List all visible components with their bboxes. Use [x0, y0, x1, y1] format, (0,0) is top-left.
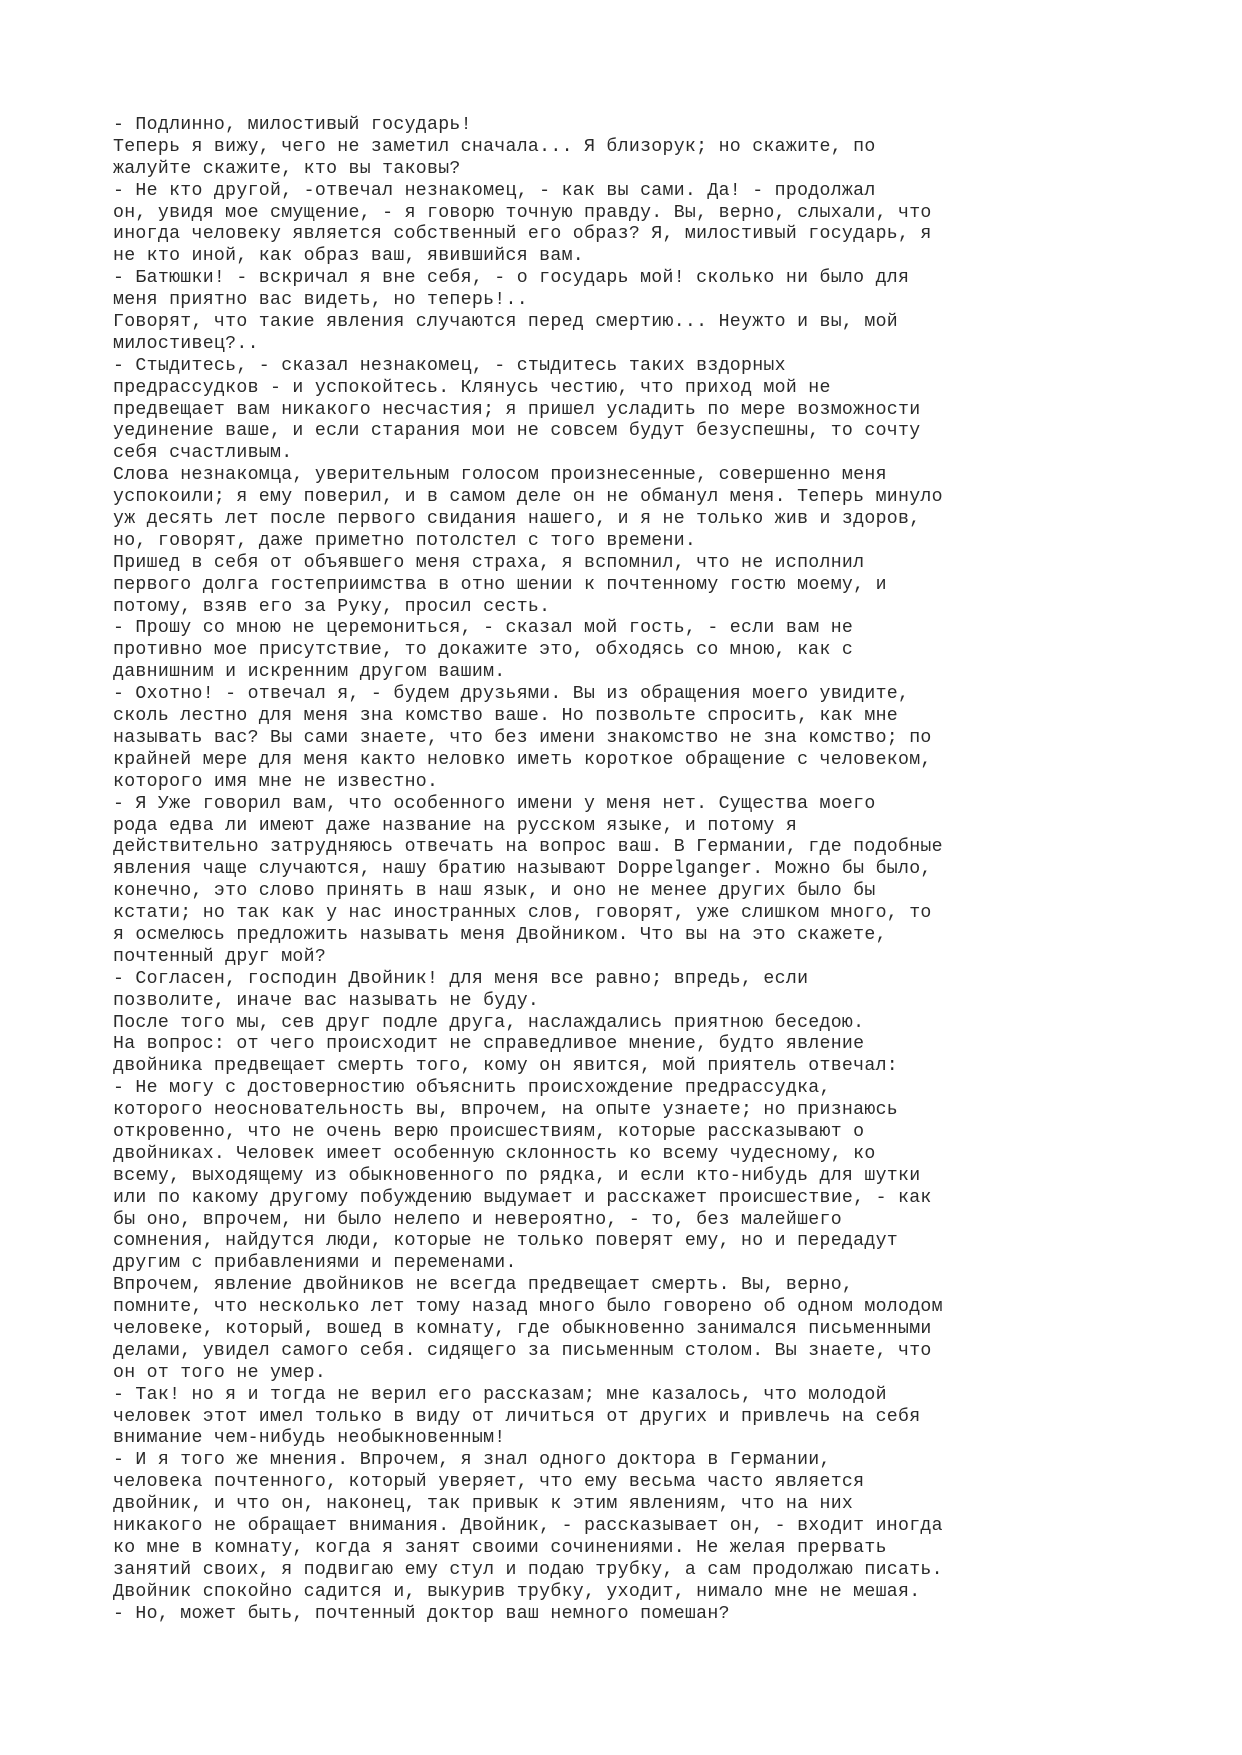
text-line: крайней мере для меня както неловко иметь короткое обращение с человеком, [113, 749, 932, 770]
text-line: - И я того же мнения. Впрочем, я знал одного доктора в Германии, [113, 1450, 831, 1471]
text-line: откровенно, что не очень верю происшествиям, которые рассказывают о [113, 1121, 865, 1142]
text-line: меня приятно вас видеть, но теперь!.. [113, 290, 528, 311]
document-text [113, 115, 1173, 1625]
text-line: человека почтенного, который уверяет, что ему весьма часто является [113, 1472, 865, 1493]
text-line: - Прошу со мною не церемониться, - сказал мой гость, - если вам не [113, 618, 854, 639]
text-line: всему, выходящему из обыкновенного по рядка, и если кто-нибудь для шутки [113, 1165, 921, 1186]
text-line: Говорят, что такие явления случаются перед смертию... Неужто и вы, мой [113, 312, 898, 333]
text-line: первого долга гостеприимства в отно шении к почтенному гостю моему, и [113, 574, 887, 595]
text-line: предрассудков - и успокойтесь. Клянусь честию, что приход мой не [113, 377, 831, 398]
text-line: он, увидя мое смущение, - я говорю точную правду. Вы, верно, слыхали, что [113, 202, 932, 223]
text-line: делами, увидел самого себя. сидящего за письменным столом. Вы знаете, что [113, 1340, 932, 1361]
text-line: - Так! но я и тогда не верил его рассказам; мне казалось, что молодой [113, 1384, 887, 1405]
text-line: сколь лестно для меня зна комство ваше. Но позвольте спросить, как мне [113, 706, 898, 727]
text-line: конечно, это слово принять в наш язык, и оно не менее других было бы [113, 881, 876, 902]
text-line: предвещает вам никакого несчастия; я пришел усладить по мере возможности [113, 399, 921, 420]
text-line: кстати; но так как у нас иностранных слов, говорят, уже слишком много, то [113, 903, 932, 924]
text-line: - Не кто другой, -отвечал незнакомец, - как вы сами. Да! - продолжал [113, 180, 876, 201]
text-line: - Я Уже говорил вам, что особенного имени у меня нет. Существа моего [113, 793, 876, 814]
text-line: бы оно, впрочем, ни было нелепо и невероятно, - то, без малейшего [113, 1209, 842, 1230]
text-line: - Батюшки! - вскричал я вне себя, - о государь мой! сколько ни было для [113, 268, 910, 289]
text-line: сомнения, найдутся люди, которые не только поверят ему, но и передадут [113, 1231, 898, 1252]
text-line: Пришед в себя от объявшего меня страха, я вспомнил, что не исполнил [113, 552, 865, 573]
text-line: двойник, и что он, наконец, так привык к этим явлениям, что на них [113, 1494, 854, 1515]
text-line: Слова незнакомца, уверительным голосом произнесенные, совершенно меня [113, 465, 887, 486]
text-line: жалуйте скажите, кто вы таковы? [113, 158, 461, 179]
text-line: себя счастливым. [113, 443, 293, 464]
text-line: внимание чем-нибудь необыкновенным! [113, 1428, 506, 1449]
text-line: Впрочем, явление двойников не всегда предвещает смерть. Вы, верно, [113, 1275, 854, 1296]
text-line: никакого не обращает внимания. Двойник, - рассказывает он, - входит иногда [113, 1516, 943, 1536]
text-line: не кто иной, как образ ваш, явившийся вам. [113, 246, 584, 267]
text-line: занятий своих, я подвигаю ему стул и подаю трубку, а сам продолжаю писать. [113, 1559, 943, 1580]
text-line: помните, что несколько лет тому назад много было говорено об одном молодом [113, 1297, 943, 1318]
text-line: позволите, иначе вас называть не буду. [113, 990, 540, 1011]
text-line: человек этот имел только в виду от личиться от других и привлечь на себя [113, 1406, 921, 1427]
text-line: противно мое присутствие, то докажите это, обходясь со мною, как с [113, 640, 854, 661]
text-line: - Но, может быть, почтенный доктор ваш немного помешан? [113, 1603, 730, 1624]
text-line: уединение ваше, и если старания мои не совсем будут безуспешны, то сочту [113, 421, 921, 442]
text-line: После того мы, сев друг подле друга, наслаждались приятною беседою. [113, 1012, 865, 1033]
text-line: действительно затрудняюсь отвечать на вопрос ваш. В Германии, где подобные [113, 837, 943, 858]
text-line: другим с прибавлениями и переменами. [113, 1253, 517, 1274]
text-line: - Не могу с достоверностию объяснить происхождение предрассудка, [113, 1078, 831, 1099]
text-line: явления чаще случаются, нашу братию называют Doppelganger. Можно бы было, [113, 859, 932, 880]
text-line: успокоили; я ему поверил, и в самом деле он не обманул меня. Теперь минуло [113, 487, 943, 508]
text-line: я осмелюсь предложить называть меня Двойником. Что вы на это скажете, [113, 924, 887, 945]
text-line: человеке, который, вошед в комнату, где обыкновенно занимался письменными [113, 1318, 932, 1339]
text-line: потому, взяв его за Руку, просил сесть. [113, 596, 551, 617]
text-line: - Охотно! - отвечал я, - будем друзьями. Вы из обращения моего увидите, [113, 684, 910, 705]
text-line: которого имя мне не известно. [113, 771, 439, 792]
text-line: давнишним и искренним другом вашим. [113, 662, 506, 683]
text-line: он от того не умер. [113, 1362, 327, 1383]
text-line: но, говорят, даже приметно потолстел с того времени. [113, 530, 697, 551]
text-line: милостивец?.. [113, 333, 259, 354]
text-line: - Стыдитесь, - сказал незнакомец, - стыдитесь таких вздорных [113, 355, 786, 376]
text-line: - Подлинно, милостивый государь! [113, 115, 472, 135]
text-line: которого неосновательность вы, впрочем, на опыте узнаете; но признаюсь [113, 1100, 898, 1121]
text-line: ко мне в комнату, когда я занят своими сочинениями. Не желая прервать [113, 1537, 887, 1558]
text-line: На вопрос: от чего происходит не справедливое мнение, будто явление [113, 1034, 865, 1055]
text-line: называть вас? Вы сами знаете, что без имени знакомство не зна комство; по [113, 727, 932, 748]
text-line: уж десять лет после первого свидания нашего, и я не только жив и здоров, [113, 509, 921, 530]
text-line: или по какому другому побуждению выдумает и расскажет происшествие, - как [113, 1187, 932, 1208]
text-line: почтенный друг мой? [113, 946, 327, 967]
text-line: двойниках. Человек имеет особенную склонность ко всему чудесному, ко [113, 1143, 876, 1164]
text-line: иногда человеку является собственный его образ? Я, милостивый государь, я [113, 224, 932, 245]
text-line: - Согласен, господин Двойник! для меня все равно; впредь, если [113, 968, 809, 989]
text-line: Двойник спокойно садится и, выкурив трубку, уходит, нимало мне не мешая. [113, 1581, 921, 1602]
text-line: Теперь я вижу, чего не заметил сначала... Я близорук; но скажите, по [113, 136, 876, 157]
text-line: рода едва ли имеют даже название на русском языке, и потому я [113, 815, 798, 836]
text-line: двойника предвещает смерть того, кому он явится, мой приятель отвечал: [113, 1056, 898, 1077]
